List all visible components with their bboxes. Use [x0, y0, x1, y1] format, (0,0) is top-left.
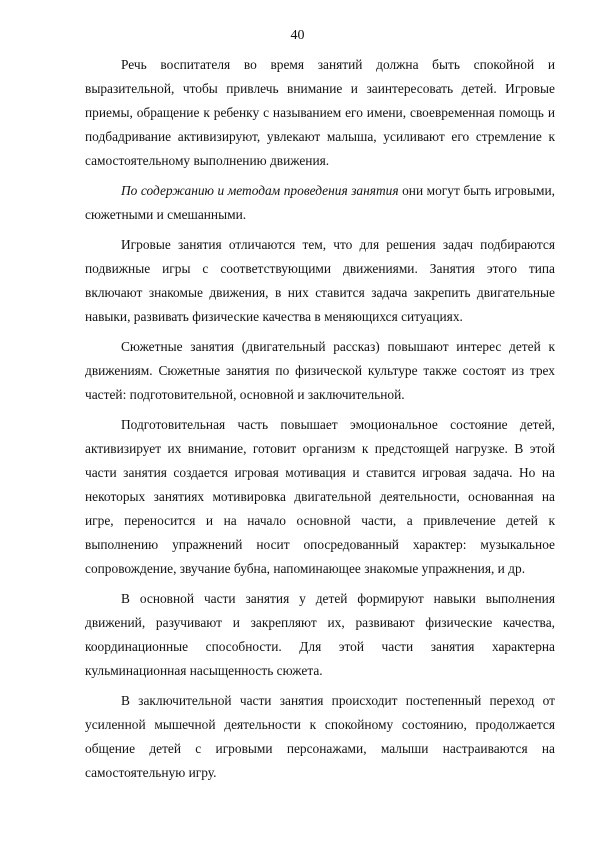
paragraph-final-part [85, 689, 555, 785]
paragraph-preparatory-part [85, 413, 555, 581]
paragraph-text: Сюжетные занятия (двигательный рассказ) повышают интерес детей к движениям. Сюжетные занятия по физической культуре также состоят из трех частей: подготовительной, основной и заключительной. [85, 339, 555, 402]
paragraph-plot-lessons [85, 335, 555, 407]
paragraph-speech [85, 53, 555, 173]
document-body [85, 53, 555, 791]
paragraph-text: В заключительной части занятия происходит постепенный переход от усиленной мышечной деятельности к спокойному состоянию, продолжается общение детей с игровыми персонажами, малыши настраиваются на самостоятельную игру. [85, 693, 555, 780]
italic-emphasis: По содержанию и методам проведения занятия [121, 183, 399, 198]
paragraph-text: Речь воспитателя во время занятий должна быть спокойной и выразительной, чтобы привлечь внимание и заинтересовать детей. Игровые приемы, обращение к ребенку с называнием его имени, своевременная помощь и подбадривание активизируют, увлекают малыша, усиливают его стремление к самостоятельному выполнению движения. [85, 57, 555, 168]
paragraph-main-part [85, 587, 555, 683]
paragraph-text: В основной части занятия у детей формируют навыки выполнения движений, разучивают и закрепляют их, развивают физические качества, координационные способности. Для этой части занятия характерна кульминационная насыщенность сюжета. [85, 591, 555, 678]
page-number: 40 [290, 28, 305, 43]
paragraph-text: Подготовительная часть повышает эмоциональное состояние детей, активизирует их внимание, готовит организм к предстоящей нагрузке. В этой части занятия создается игровая мотивация и ставится игровая задача. Но на некоторых занятиях мотивировка двигательной деятельности, основанная на игре, переносится и на начало основной части, а привлечение детей к выполнению упражнений носит опосредованный характер: музыкальное сопровождение, звучание бубна, напоминающее знакомые упражнения, и др. [85, 417, 555, 576]
paragraph-text: Игровые занятия отличаются тем, что для решения задач подбираются подвижные игры с соответствующими движениями. Занятия этого типа включают знакомые движения, в них ставится задача закрепить двигательные навыки, развивать физические качества в меняющихся ситуациях. [85, 237, 555, 324]
paragraph-types [85, 179, 555, 227]
paragraph-game-lessons [85, 233, 555, 329]
paragraph-text: они могут быть игровыми, сюжетными и смешанными. [85, 183, 555, 222]
